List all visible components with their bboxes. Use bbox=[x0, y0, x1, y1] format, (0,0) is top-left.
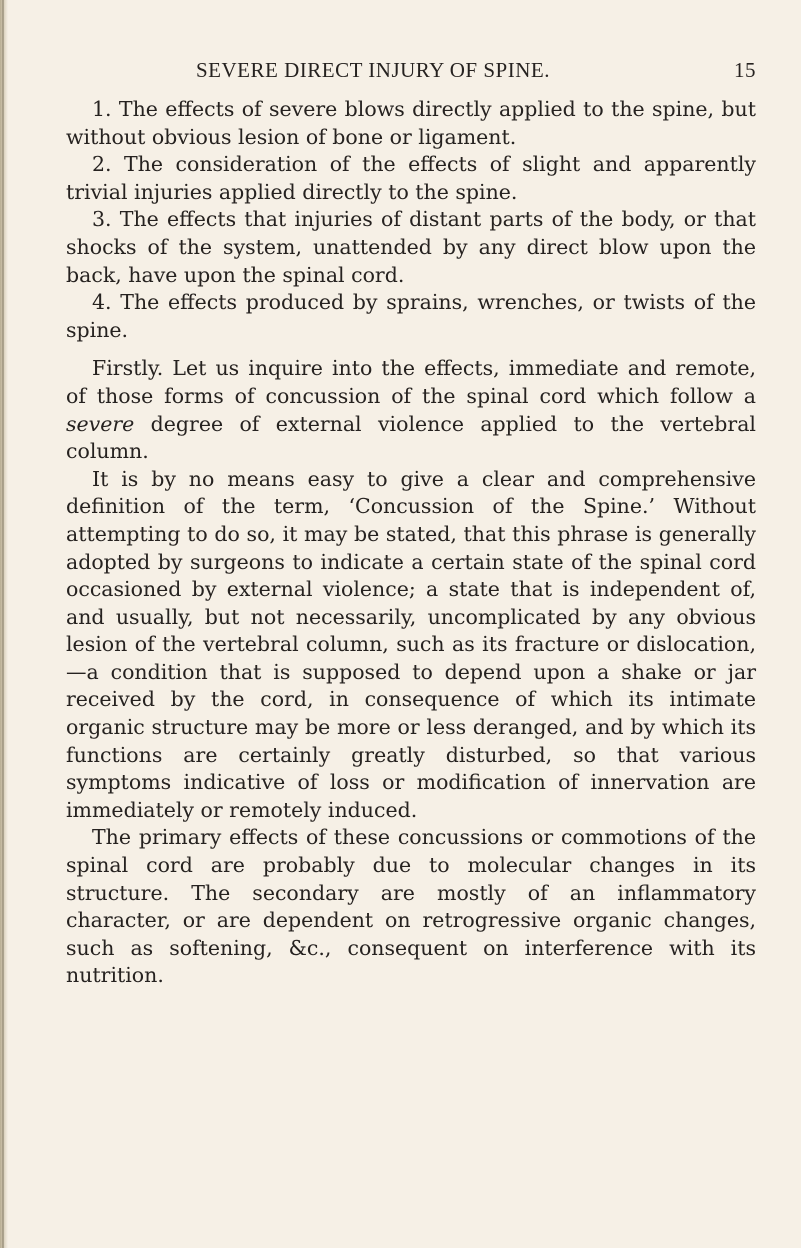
paragraph-effects: The primary effects of these concussions or commotions of the spinal cord are probably due to molecular changes in its structure. The secondary are mostly of an inflammatory character, or are dependent on retrogressive organic changes, such as softening, &c., consequent on interference with its nutrition. bbox=[66, 825, 756, 988]
book-page bbox=[66, 58, 756, 990]
page-gutter bbox=[0, 0, 8, 1248]
list-item-2: 2. The consideration of the effects of slight and apparently trivial injuries applied directly to the spine. bbox=[66, 152, 756, 204]
list-item-1: 1. The effects of severe blows directly applied to the spine, but without obvious lesion of bone or ligament. bbox=[66, 97, 756, 149]
page-number: 15 bbox=[734, 58, 756, 82]
list-item-4: 4. The effects produced by sprains, wrenches, or twists of the spine. bbox=[66, 290, 756, 342]
firstly-emphasis: severe bbox=[66, 411, 135, 436]
paragraph-firstly bbox=[66, 355, 756, 465]
paragraph-definition: It is by no means easy to give a clear and comprehensive definition of the term, ‘Concussion of the Spine.’ Without attempting to do so, it may be stated, that this phrase is generally adopted by surgeons to indicate a certain state of the spinal cord occasioned by external violence; a state that is independent of, and usually, but not necessarily, uncomplicated by any obvious lesion of the vertebral column, such as its fracture or dislocation,—a condition that is supposed to depend upon a shake or jar received by the cord, in consequence of which its intimate organic structure may be more or less deranged, and by which its functions are certainly greatly disturbed, so that various symptoms indicative of loss or modification of innervation are immediately or remotely induced. bbox=[66, 466, 756, 822]
list-item-3: 3. The effects that injuries of distant parts of the body, or that shocks of the system, unattended by any direct blow upon the back, have upon the spinal cord. bbox=[66, 207, 756, 287]
body-text bbox=[66, 96, 756, 990]
firstly-text-start: Firstly. Let us inquire into the effects, immediate and remote, of those forms of concussion of the spinal cord which follow a bbox=[66, 356, 756, 408]
running-head-title: SEVERE DIRECT INJURY OF SPINE. bbox=[196, 58, 550, 82]
firstly-text-end: degree of external violence applied to the vertebral column. bbox=[66, 411, 756, 464]
running-head bbox=[66, 58, 756, 84]
